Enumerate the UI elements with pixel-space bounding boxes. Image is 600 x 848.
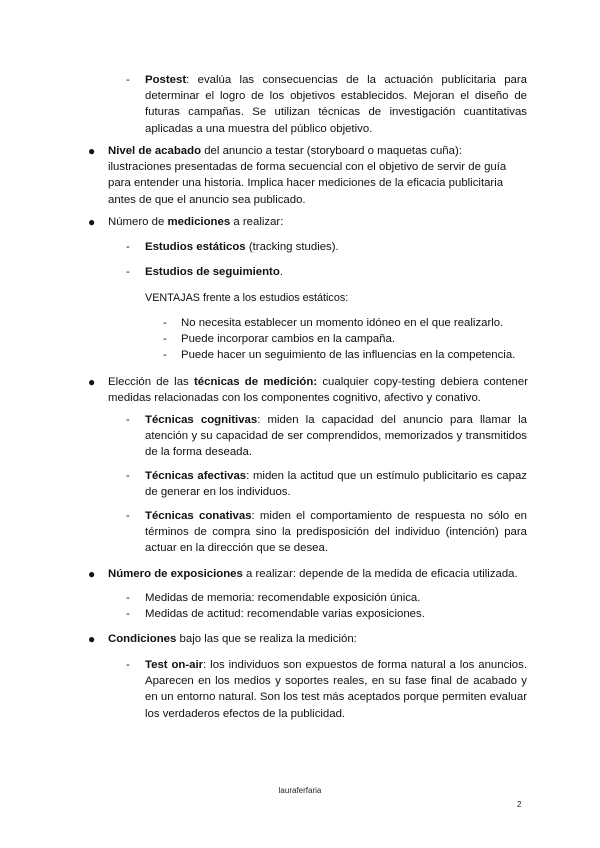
conativas-item: Técnicas conativas: miden el comportamiento de respuesta no sólo en términos de compra sino la predisposición del individuo (intención) para actuar en la dirección que se desea. — [145, 510, 527, 555]
ventaja-item: Puede hacer un seguimiento de las influencias en la competencia. — [181, 349, 516, 361]
ventajas-label: VENTAJAS frente a los estudios estáticos: — [145, 292, 349, 304]
dash-marker: - — [126, 266, 130, 278]
bullet-marker: ● — [88, 632, 96, 646]
condiciones-paragraph: Condiciones bajo las que se realiza la medición: — [108, 633, 357, 645]
condiciones-term: Condiciones — [108, 633, 177, 645]
exposiciones-paragraph: Número de exposiciones a realizar: depende de la medida de eficacia utilizada. — [108, 568, 518, 580]
dash-marker: - — [163, 317, 167, 329]
nivel-text: del anuncio a testar (storyboard o maquetas cuña): ilustraciones presentadas de forma secuencial con el objetivo de servir de guía para entender una historia. Implica hacer mediciones de la eficacia publicitaria antes de que el anuncio sea publicado. — [108, 145, 507, 206]
cognitivas-item: Técnicas cognitivas: miden la capacidad del anuncio para llamar la atención y su capacidad de ser comprendidos, memorizados y transmitidos de la forma deseada. — [145, 414, 527, 459]
ventaja-item: Puede incorporar cambios en la campaña. — [181, 333, 396, 345]
dash-marker: - — [163, 349, 167, 361]
bullet-marker: ● — [88, 567, 96, 581]
nivel-paragraph — [108, 143, 528, 208]
ventaja-item: No necesita establecer un momento idóneo en el que realizarlo. — [181, 317, 504, 329]
eleccion-paragraph: Elección de las técnicas de medición: cualquier copy-testing debiera contener medidas relacionadas con los componentes cognitivo, afectivo y conativo. — [108, 376, 529, 405]
bullet-marker: ● — [88, 144, 96, 158]
eleccion-term: técnicas de medición: — [193, 376, 318, 388]
footer-author: lauraferfaria — [278, 786, 322, 795]
exposicion-item: Medidas de memoria: recomendable exposición única. — [145, 592, 421, 604]
dash-marker: - — [126, 659, 130, 671]
exposiciones-term: Número de exposiciones — [108, 568, 243, 580]
estaticos-item: Estudios estáticos (tracking studies). — [145, 241, 339, 253]
dash-marker: - — [126, 592, 130, 604]
page-number: 2 — [517, 800, 522, 809]
afectivas-item: Técnicas afectivas: miden la actitud que un estímulo publicitario es capaz de generar en los individuos. — [145, 470, 528, 499]
dash-marker: - — [126, 241, 130, 253]
dash-marker: - — [126, 414, 130, 426]
postest-text: : evalúa las consecuencias de la actuación publicitaria para determinar el logro de los objetivos establecidos. Mejoran el diseño de futuras campañas. Se utilizan técnicas de investigación cuantitativas aplicadas a una muestra del público objetivo. — [145, 74, 527, 135]
bullet-marker: ● — [88, 215, 96, 229]
mediciones-heading: Número de mediciones a realizar: — [108, 216, 284, 228]
postest-paragraph — [145, 72, 527, 137]
dash-marker: - — [126, 608, 130, 620]
postest-term: Postest — [145, 74, 187, 86]
mediciones-term: mediciones — [167, 216, 231, 228]
seguimiento-item: Estudios de seguimiento. — [145, 266, 283, 278]
dash-marker: - — [126, 74, 130, 86]
dash-marker: - — [163, 333, 167, 345]
bullet-marker: ● — [88, 375, 96, 389]
dash-marker: - — [126, 510, 130, 522]
onair-item: Test on-air: los individuos son expuestos de forma natural a los anuncios. Aparecen en los medios y soportes reales, en su fase final de acabado y en un entorno natural. Son los test más aceptados porque permiten evaluar los verdaderos efectos de la publicidad. — [145, 659, 528, 720]
dash-marker: - — [126, 470, 130, 482]
exposicion-item: Medidas de actitud: recomendable varias exposiciones. — [145, 608, 425, 620]
nivel-term: Nivel de acabado — [108, 145, 202, 157]
